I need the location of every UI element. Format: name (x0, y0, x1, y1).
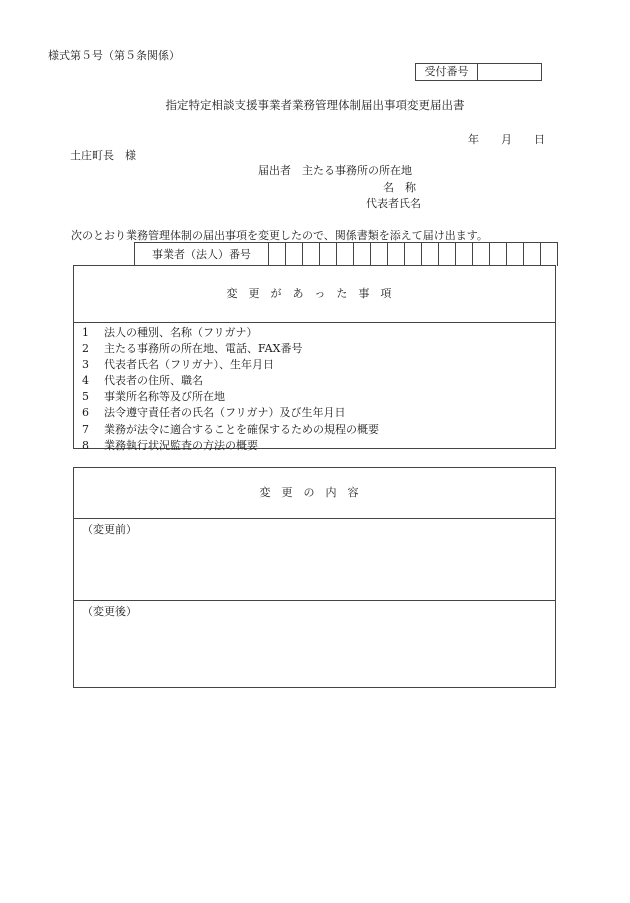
list-item[interactable] (82, 341, 555, 357)
applicant-name-label: 名 称 (383, 181, 416, 194)
list-item[interactable] (82, 422, 555, 438)
business-number-digit[interactable] (354, 243, 371, 266)
item-number: 4 (82, 374, 89, 388)
list-item[interactable] (82, 325, 555, 341)
item-number: 5 (82, 390, 89, 404)
business-number-digit[interactable] (388, 243, 405, 266)
business-number-digit[interactable] (320, 243, 337, 266)
form-number: 様式第５号（第５条関係） (48, 49, 180, 62)
date-day-label: 日 (534, 133, 545, 146)
item-text: 業務が法令に適合することを確保するための規程の概要 (104, 422, 379, 436)
changed-items-table (73, 265, 556, 452)
item-number: 8 (82, 438, 89, 452)
receipt-number-label: 受付番号 (416, 64, 478, 80)
item-number: 1 (82, 326, 89, 339)
business-number-digit[interactable] (473, 243, 490, 266)
list-item[interactable] (82, 373, 555, 389)
business-number-digit[interactable] (541, 243, 558, 266)
before-change-label: （変更前） (82, 523, 137, 536)
item-number: 3 (82, 358, 89, 372)
item-text: 主たる事務所の所在地、電話、FAX番号 (104, 342, 303, 356)
item-text: 代表者氏名（フリガナ）、生年月日 (104, 358, 274, 372)
business-number-digit[interactable] (405, 243, 422, 266)
representative-name-label: 代表者氏名 (366, 197, 421, 210)
change-content-header: 変更の内容 (74, 468, 555, 519)
before-change-field[interactable] (74, 519, 555, 601)
business-number-digit[interactable] (371, 243, 388, 266)
item-text: 代表者の住所、職名 (104, 374, 203, 388)
list-item[interactable] (82, 357, 555, 373)
business-number-digit[interactable] (507, 243, 524, 266)
item-number: 2 (82, 342, 89, 356)
item-number: 7 (82, 422, 89, 436)
addressee: 土庄町長 様 (70, 149, 136, 162)
applicant-address-label: 届出者 主たる事務所の所在地 (258, 164, 412, 177)
document-title: 指定特定相談支援事業者業務管理体制届出事項変更届出書 (165, 98, 465, 112)
business-number-digit[interactable] (439, 243, 456, 266)
after-change-label: （変更後） (82, 605, 137, 618)
list-item[interactable] (82, 389, 555, 405)
item-text: 法令遵守責任者の氏名（フリガナ）及び生年月日 (104, 406, 346, 420)
change-content-table (73, 467, 556, 688)
changed-items-list (74, 323, 555, 454)
business-number-digit[interactable] (456, 243, 473, 266)
business-number-digit[interactable] (490, 243, 507, 266)
item-text: 法人の種別、名称（フリガナ） (104, 326, 258, 339)
date-year-label: 年 (468, 133, 479, 146)
business-number-digit[interactable] (269, 243, 286, 266)
business-number-digit[interactable] (524, 243, 541, 266)
business-number-digit[interactable] (422, 243, 439, 266)
receipt-number-field[interactable] (478, 64, 541, 80)
business-number-digit[interactable] (286, 243, 303, 266)
statement-text: 次のとおり業務管理体制の届出事項を変更したので、関係書類を添えて届け出ます。 (71, 229, 488, 242)
business-number-row (134, 242, 558, 266)
business-number-digit[interactable] (303, 243, 320, 266)
after-change-field[interactable] (74, 601, 555, 619)
list-item[interactable] (82, 438, 555, 454)
business-number-digit[interactable] (337, 243, 354, 266)
date-month-label: 月 (501, 133, 512, 146)
list-item[interactable] (82, 405, 555, 421)
business-number-label: 事業者（法人）番号 (135, 243, 269, 266)
receipt-number-box (415, 63, 542, 81)
item-text: 業務執行状況監査の方法の概要 (104, 438, 258, 452)
item-number: 6 (82, 406, 89, 420)
item-text: 事業所名称等及び所在地 (104, 390, 225, 404)
date-line (458, 131, 545, 147)
changed-items-header: 変更があった事項 (74, 266, 555, 323)
